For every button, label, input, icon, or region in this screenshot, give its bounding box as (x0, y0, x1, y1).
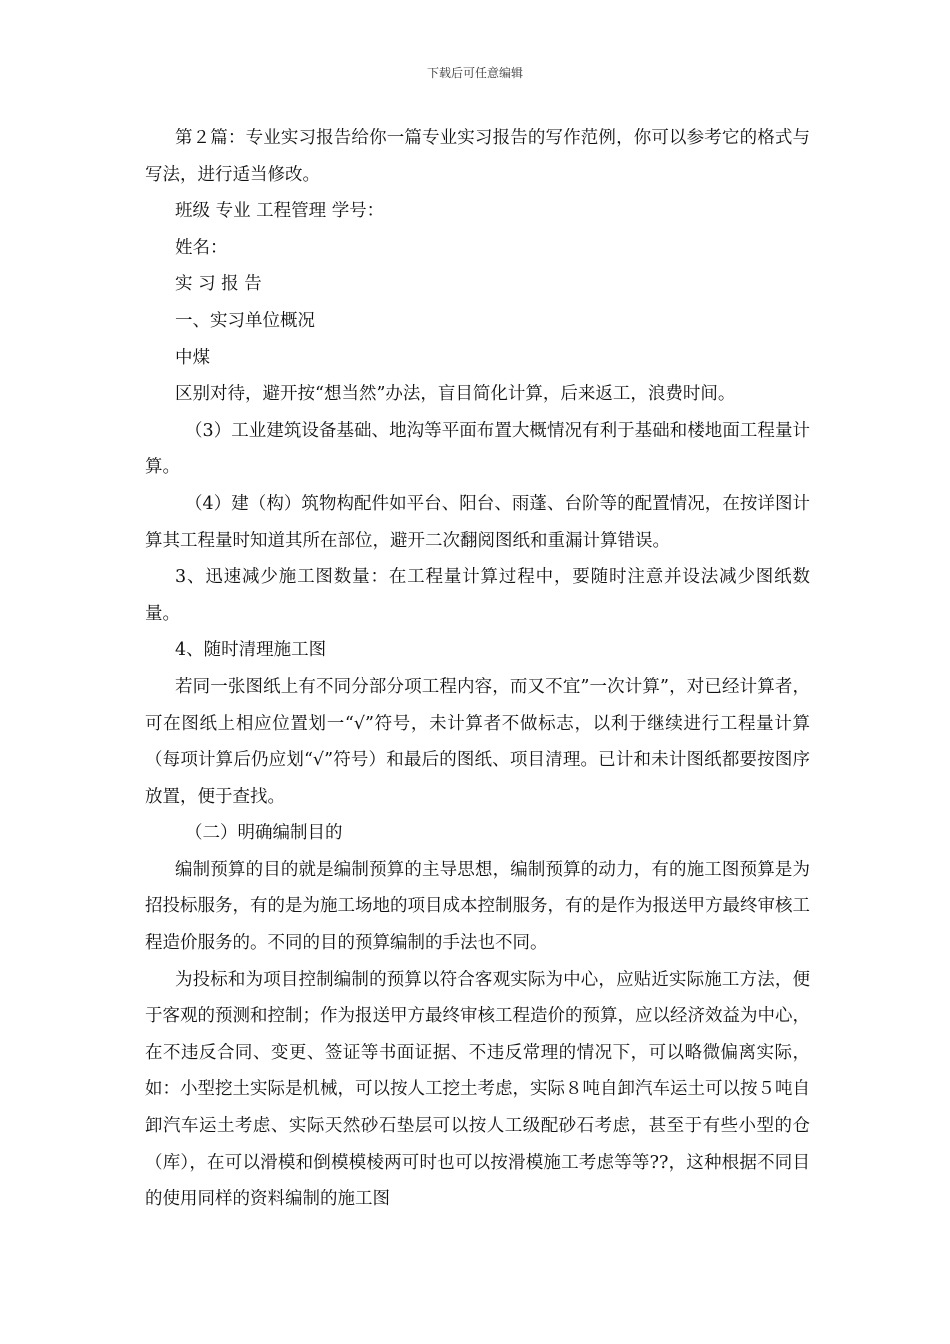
paragraph-section-1: 一、实习单位概况 (175, 310, 315, 331)
paragraph-text: 编制预算的目的就是编制预算的主导思想，编制预算的动力，有的施工图预算是为招投标服务，有的是为施工场地的项目成本控制服务，有的是作为报送甲方最终审核工程造价服务的。不同的目的预算编制的手法也不同。 (145, 859, 810, 954)
paragraph-point-4: 4、随时清理施工图 (175, 640, 327, 661)
paragraph-item-3: （3）工业建筑设备基础、地沟等平面布置大概情况有利于基础和楼地面工程量计算。 (145, 420, 810, 478)
paragraph-text: 为投标和为项目控制编制的预算以符合客观实际为中心，应贴近实际施工方法，便于客观的预测和控制；作为报送甲方最终审核工程造价的预算，应以经济效益为中心，在不违反合同、变更、签证等书面证据、不违反常理的情况下，可以略微偏离实际，如：小型挖土实际是机械，可以按人工挖土考虑，实际８吨自卸汽车运土可以按５吨自卸汽车运土考虑、实际天然砂石垫层可以按人工级配砂石考虑，甚至于有些小型的仓（库），在可以滑模和倒模模棱两可时也可以按滑模施工考虑等等??，这种根据不同目的使用同样的资料编制的施工图 (145, 969, 810, 1210)
paragraph-name: 姓名： (175, 237, 228, 258)
paragraph-text: 区别对待，避开按“想当然”办法，盲目简化计算，后来返工，浪费时间。 (175, 384, 736, 405)
paragraph-text: 若同一张图纸上有不同分部分项工程内容，而又不宜”一次计算”，对已经计算者，可在图纸上相应位置划一“√”符号，未计算者不做标志，以利于继续进行工程量计算（每项计算后仍应划“√”符号）和最后的图纸、项目清理。已计和未计图纸都要按图序放置，便于查找。 (145, 676, 810, 807)
page-header: 下载后可任意编辑 (426, 66, 523, 80)
document-body (145, 120, 810, 1218)
paragraph-company: 中煤 (175, 347, 210, 368)
paragraph-point-3: 3、迅速减少施工图数量：在工程量计算过程中，要随时注意并设法减少图纸数量。 (145, 567, 810, 624)
paragraph-report-heading: 实 习 报 告 (175, 274, 262, 295)
paragraph-class-info: 班级 专业 工程管理 学号： (175, 201, 385, 222)
paragraph-title: 第２篇：专业实习报告给你一篇专业实习报告的写作范例，你可以参考它的格式与写法，进行适当修改。 (145, 128, 810, 185)
paragraph-section-2: （二）明确编制目的 (185, 823, 343, 844)
paragraph-item-4: （4）建（构）筑物构配件如平台、阳台、雨蓬、台阶等的配置情况，在按详图计算其工程量时知道其所在部位，避开二次翻阅图纸和重漏计算错误。 (145, 493, 810, 551)
